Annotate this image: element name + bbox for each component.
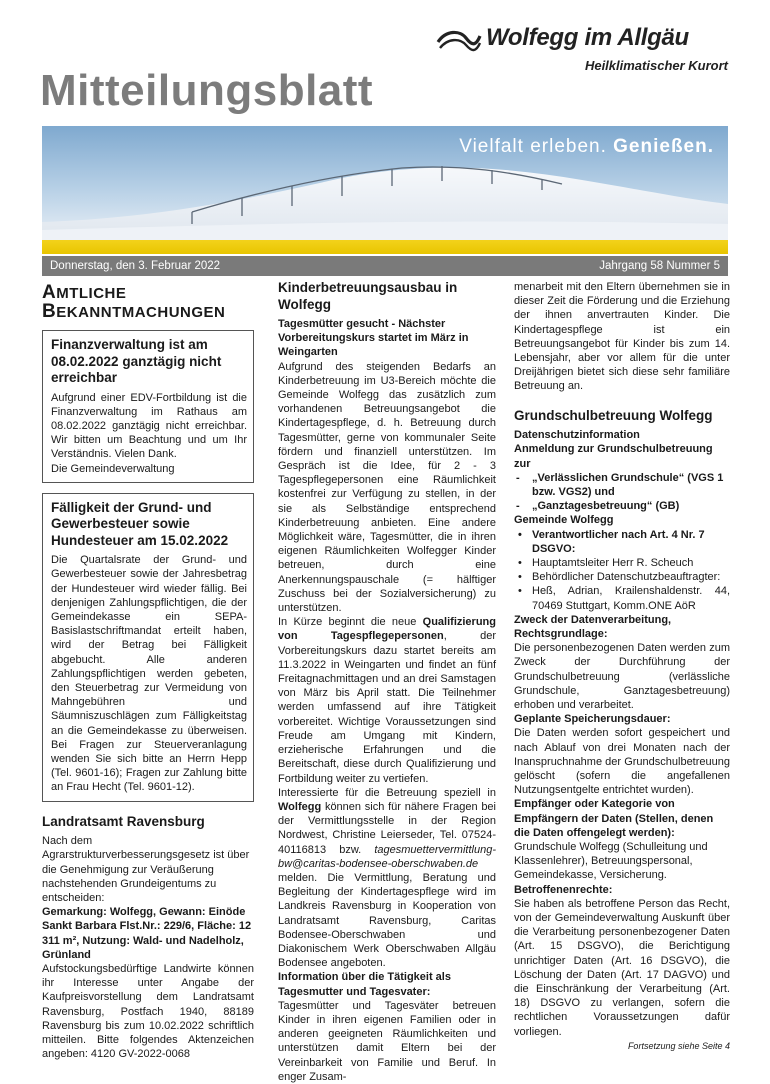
article-subheading: Anmeldung zur Grundschulbetreuung zur	[514, 443, 713, 470]
notice-signature: Die Gemeindeverwaltung	[51, 462, 175, 475]
header-banner-image	[42, 126, 728, 240]
text-run: können sich für nähere Fragen bei der Vermittlungsstelle in der Region Nordwest, Christine Leierseder, Tel. 07524-40116813 bzw.	[278, 800, 496, 856]
slogan-light: Vielfalt erleben.	[459, 136, 607, 157]
notice-intro: Nach dem Agrarstrukturverbesserungsgesetz ist über die Genehmigung zur Veräußerung nachstehenden Grundeigentums zu entscheiden:	[42, 835, 250, 904]
logo-text: Wolfegg im Allgäu	[486, 24, 689, 51]
article-subheading: Zweck der Datenverarbeitung, Rechtsgrundlage:	[514, 613, 672, 640]
article-subheading: Information über die Tätigkeit als Tagesmutter und Tagesvater:	[278, 971, 451, 998]
article-paragraph	[278, 615, 496, 785]
article-lead: Tagesmütter gesucht - Nächster Vorbereitungskurs startet im März in Weingarten	[278, 318, 469, 359]
publication-title: Mitteilungsblatt	[40, 66, 374, 115]
text-run: melden. Die Vermittlung, Beratung und Begleitung der Kindertagespflege wird im Landkreis Ravensburg in Kooperation von Landratsamt Ravensburg, Caritas Bodensee-Oberschwaben und Diakonischem Werk Oberschwaben Allgäu Bodensee angeboten.	[278, 871, 496, 970]
notice-body: Aufstockungsbedürftige Landwirte können ihr Interesse unter Angabe der Kaufpreisvorstellung dem Landratsamt Ravensburg, Postfach 1940, 88189 Ravensburg bis zum 10.02.2022 schriftlich mitteilen. Bitte folgendes Aktenzeichen angeben: 4120 GV-2022-0068	[42, 963, 254, 1061]
wolfegg-logo	[436, 24, 736, 80]
wolfegg-swirl-icon	[436, 28, 482, 56]
list-item: • Behördlicher Datenschutzbeauftragter:	[514, 570, 730, 584]
section-heading-amtliche	[42, 284, 254, 322]
email-link[interactable]: tagesmuettervermittlung-bw@caritas-bodensee-oberschwaben.de	[278, 843, 496, 870]
notice-landratsamt	[42, 814, 254, 1062]
bullet-list	[514, 528, 730, 613]
slogan	[459, 136, 714, 158]
notice-title: Fälligkeit der Grund- und Gewerbesteuer sowie Hundesteuer am 15.02.2022	[51, 499, 229, 548]
notice-steuer	[42, 493, 254, 802]
article-subheading: Gemeinde Wolfegg	[514, 514, 614, 527]
notice-finanzverwaltung	[42, 330, 254, 483]
article-paragraph: Die Daten werden sofort gespeichert und nach Ablauf von drei Monaten nach der Inanspruchnahme der Grundschulbetreuung gelöscht (sofern die angefallenen Nutzungsentgelte entrichtet wurden).	[514, 727, 730, 797]
notice-title: Landratsamt Ravensburg	[42, 813, 205, 829]
article-subheading: Empfänger oder Kategorie von Empfängern der Daten (Stellen, denen die Daten offengelegt werden):	[514, 798, 714, 839]
article-paragraph: Die personenbezogenen Daten werden zum Zweck der Durchführung der Grundschulbetreuung (verlässliche Grundschule, Ganztagesbetreuung) erhoben und verarbeitet.	[514, 642, 730, 711]
article-paragraph: Aufgrund des steigenden Bedarfs an Kinderbetreuung im U3-Bereich möchte die Gemeinde Wolfegg das zusätzlich zum vorhandenen Betreuungsangebot die Kindertagespflege, d. h. Betreuung durch Tagesmütter, gerne von kommunaler Seite fördern und finanziell unterstützen. Im Gespräch ist die Idee, für 2 - 3 Tagespflegepersonen eine Räumlichkeit kostenfrei zur Verfügung zu stellen, in der sie als Selbständige entsprechend Kinderbetreuung anbieten. Eine andere Möglichkeit wäre, Tagesmütter, die in ihren eigenen Räumlichkeiten Wolfegger Kinder betreuen, durch eine Anerkennungspauschale (= hälftiger Zuschuss bei der Sozialversicherung) zu unterstützen.	[278, 360, 496, 615]
list-item: • Hauptamtsleiter Herr R. Scheuch	[514, 556, 730, 570]
notice-details: Gemarkung: Wolfegg, Gewann: Einöde Sankt Barbara Flst.Nr.: 229/6, Fläche: 12 311 m², Nutzung: Wald- und Nadelholz, Grünland	[42, 906, 252, 961]
list-item: - „Ganztagesbetreuung“ (GB)	[514, 499, 730, 513]
notice-title: Finanzverwaltung ist am 08.02.2022 ganztägig nicht erreichbar	[51, 337, 222, 385]
article-title: Kinderbetreuungsausbau in Wolfegg	[278, 280, 458, 312]
list-item: • Heß, Adrian, Krailenshaldenstr. 44, 70469 Stuttgart, Komm.ONE AöR	[514, 584, 730, 612]
issue-date: Donnerstag, den 3. Februar 2022	[50, 260, 221, 272]
text-run: In Kürze beginnt die neue	[278, 616, 423, 629]
slogan-bold: Genießen.	[613, 136, 714, 157]
continued-note: Fortsetzung siehe Seite 4	[627, 1040, 730, 1051]
text-run-bold: Qualifizierung von Tagespflegepersonen	[278, 616, 496, 643]
notice-body: Die Quartalsrate der Grund- und Gewerbesteuer sowie der Jahresbetrag der Hundesteuer wird wieder fällig. Bei denjenigen Zahlungspflichtigen, die der Gemeindekasse ein SEPA-Basislastschriftmandat erteilt haben, wird der Betrag bei Fälligkeit abgebucht. Alle anderen Zahlungspflichtigen werden gebeten, den Steuerbetrag zur Vermeidung von Mahngebühren und Säumniszuschlägen zum Fälligkeitstag an die Gemeindekasse zu überweisen. Bei Fragen zur Steuerveranlagung wenden Sie sich bitte an Herrn Hepp (Tel. 9601-16); Fragen zur Zahlung bitte an Frau Hecht (Tel. 9601-12).	[51, 554, 247, 794]
list-item: - „Verlässlichen Grundschule“ (VGS 1 bzw. VGS2) und	[514, 471, 730, 499]
article-subheading: Datenschutzinformation	[514, 429, 640, 442]
dash-list	[514, 471, 730, 514]
section-heading-line1: AMTLICHE	[42, 282, 127, 303]
article-paragraph: menarbeit mit den Eltern übernehmen sie in dieser Zeit die Förderung und die Erziehung der ihnen anvertrauten Kinder. Die Kindertagespflege ist ein Betreuungsangebot für Kinder bis zum 14. Lebensjahr, aber vor allem für die unter Dreijährigen bietet sich diese sehr familiäre Betreuung an.	[514, 281, 730, 393]
column-left	[42, 282, 254, 1061]
article-paragraph: Tagesmütter und Tagesväter betreuen Kinder in ihren eigenen Familien oder in anderen geeigneten Räumlichkeiten und unterstützen damit Eltern bei der Vereinbarkeit von Familie und Beruf. In enger Zusam-	[278, 999, 496, 1083]
column-middle	[278, 280, 496, 1084]
column-right	[514, 280, 730, 1052]
article-paragraph: Grundschule Wolfegg (Schulleitung und Klassenlehrer), Betreuungspersonal, Gemeindekasse, Versicherung.	[514, 841, 708, 882]
article-subheading: Betroffenenrechte:	[514, 883, 613, 896]
list-item: • Verantwortlicher nach Art. 4 Nr. 7 DSGVO:	[514, 528, 730, 556]
issue-bar	[42, 256, 728, 276]
article-title: Grundschulbetreuung Wolfegg	[514, 407, 713, 423]
notice-body: Aufgrund einer EDV-Fortbildung ist die Finanzverwaltung im Rathaus am 08.02.2022 ganztägig nicht erreichbar. Wir bitten um Beachtung und um Ihr Verständnis. Vielen Dank.	[51, 391, 247, 461]
text-run: , der Vorbereitungskurs dazu startet bereits am 11.3.2022 in Weingarten und findet an fünf Freitagnachmittagen und an drei Samstagen von März bis April statt. Die Teilnehmer werden umfassend auf ihre Tätigkeit vorbereitet. Wichtige Voraussetzungen sind Freude am Umgang mit Kindern, erzieherische Erfahrungen und die Bereitschaft, diese durch Qualifizierung und Fortbildung weiter zu vertiefen.	[278, 630, 496, 785]
text-run: Interessierte für die Betreuung speziell in	[278, 786, 496, 799]
issue-volume: Jahrgang 58 Nummer 5	[599, 260, 720, 272]
section-heading-line2: BEKANNTMACHUNGEN	[42, 301, 226, 322]
logo-subtitle: Heilklimatischer Kurort	[584, 58, 728, 73]
article-paragraph	[278, 786, 496, 971]
text-run-bold: Wolfegg	[278, 800, 322, 813]
article-paragraph: Sie haben als betroffene Person das Recht, von der Gemeindeverwaltung Auskunft über die Verarbeitung personenbezogener Daten (Art. 15 DSGVO), die Berichtigung unrichtiger Daten (Art. 16 DSGVO), die Löschung der Daten (Art. 17 DAGVO) und die Einschränkung der Verarbeitung (Art. 18) DSGVO zu verlangen, sofern die rechtlichen Voraussetzungen dafür vorliegen.	[514, 897, 730, 1038]
article-subheading: Geplante Speicherungsdauer:	[514, 713, 671, 726]
accent-band	[42, 240, 728, 254]
